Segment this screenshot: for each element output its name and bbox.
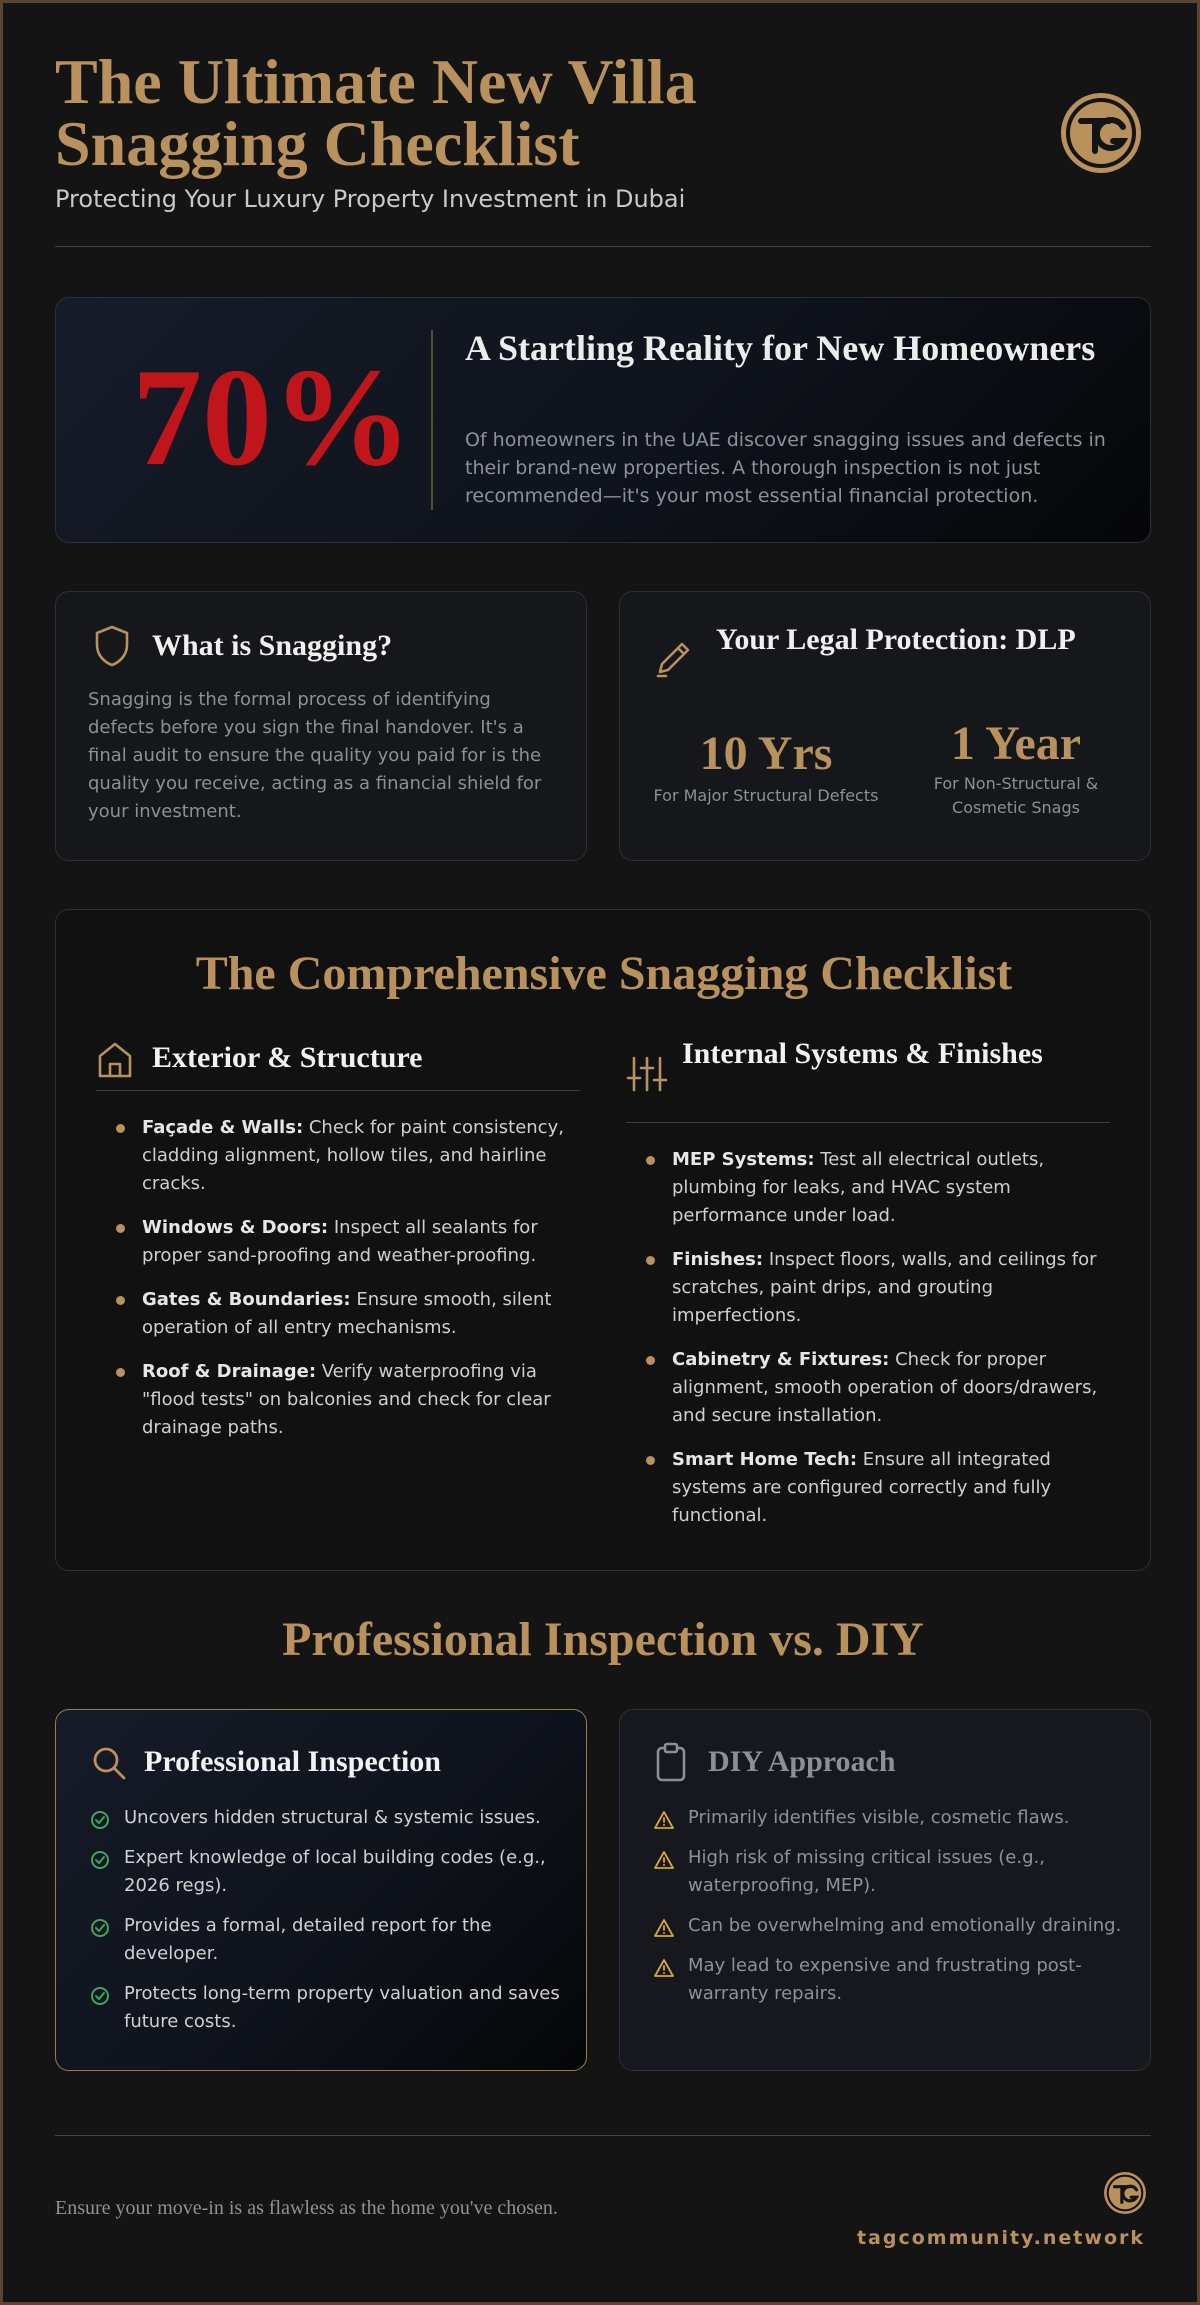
shield-icon xyxy=(92,624,132,668)
stat-title: A Startling Reality for New Homeowners xyxy=(465,328,1096,368)
what-title: What is Snagging? xyxy=(152,629,393,662)
what-body: Snagging is the formal process of identifying defects before you sign the final handover. It's a final audit to ensure the quality you paid for is the quality you receive, acting as a financial shield for your investment. xyxy=(88,689,542,822)
list-item xyxy=(646,1446,1106,1530)
bullet-dot xyxy=(646,1356,655,1365)
dlp-minor-value: 1 Year xyxy=(950,717,1082,770)
diy-card xyxy=(619,1709,1151,2071)
dlp-title: Your Legal Protection: DLP xyxy=(716,623,1076,656)
check-circle-icon xyxy=(90,1986,110,2006)
item-label: Smart Home Tech: xyxy=(672,1449,858,1470)
diy-title: DIY Approach xyxy=(708,1745,896,1778)
page-subtitle: Protecting Your Luxury Property Investment in Dubai xyxy=(55,185,686,213)
footer-divider xyxy=(55,2135,1151,2136)
internal-divider xyxy=(626,1122,1110,1123)
item-text: Test all electrical outlets, plumbing for leaks, and HVAC system performance under load. xyxy=(672,1149,1045,1226)
exterior-list xyxy=(116,1114,576,1458)
item-label: Roof & Drainage: xyxy=(142,1361,317,1382)
item-text: Protects long-term property valuation and saves future costs. xyxy=(124,1983,560,2032)
bullet-dot xyxy=(116,1368,125,1377)
bullet-dot xyxy=(116,1224,125,1233)
item-text: Primarily identifies visible, cosmetic flaws. xyxy=(688,1807,1070,1828)
list-item xyxy=(116,1358,576,1442)
bullet-dot xyxy=(646,1456,655,1465)
item-label: Windows & Doors: xyxy=(142,1217,329,1238)
item-text: Expert knowledge of local building codes (e.g., 2026 regs). xyxy=(124,1847,546,1896)
warning-icon xyxy=(654,1918,674,1938)
list-item xyxy=(116,1286,576,1342)
pen-icon xyxy=(652,636,692,680)
item-text: Provides a formal, detailed report for the developer. xyxy=(124,1915,492,1964)
check-circle-icon xyxy=(90,1850,110,1870)
checklist-title: The Comprehensive Snagging Checklist xyxy=(195,947,1013,1000)
stat-value: 70% xyxy=(132,340,412,495)
item-label: Gates & Boundaries: xyxy=(142,1289,351,1310)
title-line-2: Snagging Checklist xyxy=(55,108,580,179)
list-item xyxy=(646,1146,1106,1230)
page-title xyxy=(55,46,955,179)
legal-protection-card xyxy=(619,591,1151,861)
bullet-dot xyxy=(116,1296,125,1305)
home-icon xyxy=(96,1040,134,1080)
title-line-1: The Ultimate New Villa xyxy=(55,46,697,117)
item-text: Check for paint consistency, cladding alignment, hollow tiles, and hairline cracks. xyxy=(142,1117,564,1194)
item-label: MEP Systems: xyxy=(672,1149,815,1170)
list-item xyxy=(116,1214,576,1270)
exterior-title: Exterior & Structure xyxy=(152,1041,423,1074)
stat-card xyxy=(55,297,1151,543)
list-item xyxy=(654,1952,1124,2008)
clipboard-icon xyxy=(654,1742,688,1782)
diy-list xyxy=(654,1804,1124,2020)
stat-divider xyxy=(431,330,433,510)
brand-logo-icon xyxy=(1059,91,1143,175)
footer-tagline: Ensure your move-in is as flawless as the home you've chosen. xyxy=(55,2197,558,2219)
list-item xyxy=(90,1844,560,1900)
item-text: Can be overwhelming and emotionally draining. xyxy=(688,1915,1122,1936)
item-label: Façade & Walls: xyxy=(142,1117,304,1138)
what-is-snagging-card xyxy=(55,591,587,861)
footer-site-link[interactable]: tagcommunity.network xyxy=(856,2227,1145,2249)
item-text: Inspect floors, walls, and ceilings for scratches, paint drips, and grouting imperfections. xyxy=(672,1249,1097,1326)
dlp-major-caption: For Major Structural Defects xyxy=(653,786,879,805)
search-icon xyxy=(90,1744,128,1782)
list-item xyxy=(90,1980,560,2036)
list-item xyxy=(646,1346,1106,1430)
item-text: Ensure smooth, silent operation of all entry mechanisms. xyxy=(142,1289,552,1338)
professional-list xyxy=(90,1804,560,2048)
list-item xyxy=(90,1912,560,1968)
header xyxy=(55,46,1151,213)
warning-icon xyxy=(654,1850,674,1870)
item-label: Cabinetry & Fixtures: xyxy=(672,1349,890,1370)
list-item xyxy=(654,1844,1124,1900)
exterior-divider xyxy=(96,1090,580,1091)
dlp-minor-caption: For Non-Structural & Cosmetic Snags xyxy=(933,774,1099,817)
footer-logo-icon xyxy=(1103,2171,1147,2215)
warning-icon xyxy=(654,1810,674,1830)
professional-card xyxy=(55,1709,587,2071)
item-text: May lead to expensive and frustrating post-warranty repairs. xyxy=(688,1955,1082,2004)
item-text: High risk of missing critical issues (e.g., waterproofing, MEP). xyxy=(688,1847,1045,1896)
internal-title: Internal Systems & Finishes xyxy=(682,1037,1043,1070)
item-text: Verify waterproofing via "flood tests" on balconies and check for clear drainage paths. xyxy=(142,1361,551,1438)
list-item xyxy=(116,1114,576,1198)
professional-title: Professional Inspection xyxy=(144,1745,441,1778)
list-item xyxy=(654,1804,1124,1832)
header-divider xyxy=(55,246,1151,247)
bullet-dot xyxy=(116,1124,125,1133)
internal-list xyxy=(646,1146,1106,1546)
checklist-card xyxy=(55,909,1151,1571)
item-text: Uncovers hidden structural & systemic issues. xyxy=(124,1807,541,1828)
list-item xyxy=(646,1246,1106,1330)
list-item xyxy=(654,1912,1124,1940)
item-text: Check for proper alignment, smooth operation of doors/drawers, and secure installation. xyxy=(672,1349,1098,1426)
stat-description: Of homeowners in the UAE discover snagging issues and defects in their brand-new properties. A thorough inspection is not just recommended—it's your most essential financial protection. xyxy=(465,429,1106,507)
item-text: Inspect all sealants for proper sand-proofing and weather-proofing. xyxy=(142,1217,538,1266)
comparison-title: Professional Inspection vs. DIY xyxy=(282,1613,924,1666)
check-circle-icon xyxy=(90,1810,110,1830)
warning-icon xyxy=(654,1958,674,1978)
bullet-dot xyxy=(646,1156,655,1165)
check-circle-icon xyxy=(90,1918,110,1938)
bullet-dot xyxy=(646,1256,655,1265)
item-text: Ensure all integrated systems are configured correctly and fully functional. xyxy=(672,1449,1052,1526)
sliders-icon xyxy=(626,1054,668,1094)
dlp-major-value: 10 Yrs xyxy=(699,727,833,780)
list-item xyxy=(90,1804,560,1832)
item-label: Finishes: xyxy=(672,1249,764,1270)
